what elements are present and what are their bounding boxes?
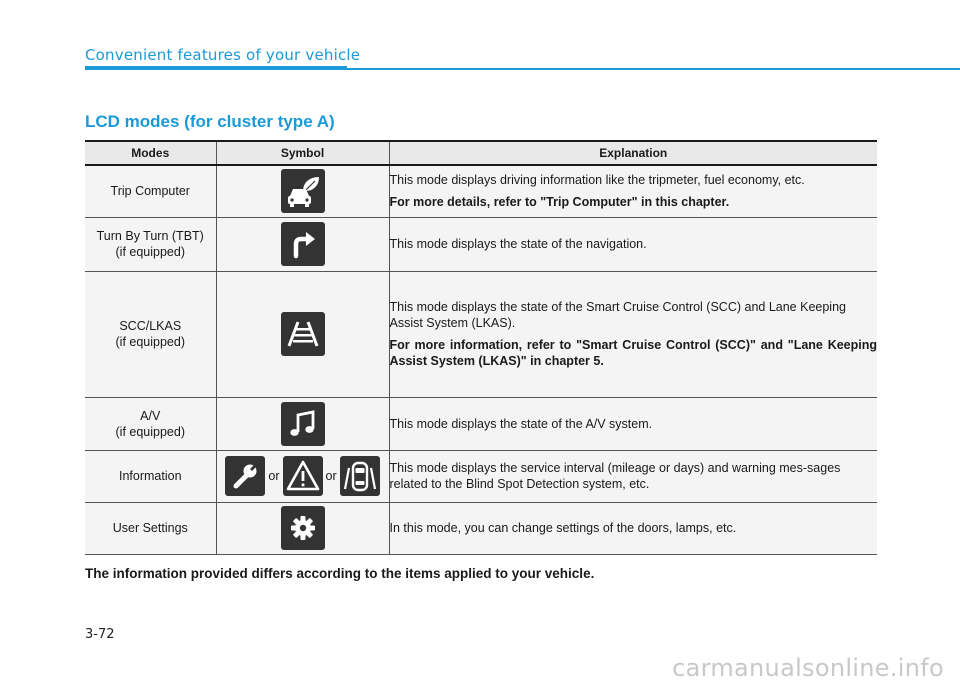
mode-name [85, 397, 216, 450]
explanation-text: This mode displays the service interval (mileage or days) and warning mes-sages related to the Blind Spot Detection system, etc. [389, 461, 841, 491]
explanation-text: This mode displays the state of the A/V system. [389, 416, 653, 431]
turn-arrow-icon [281, 222, 325, 266]
table-row [85, 165, 877, 217]
table-row [85, 502, 877, 554]
watermark: carmanualsonline.info [672, 654, 944, 682]
header-rule [85, 66, 347, 70]
lcd-modes-table [85, 140, 877, 555]
mode-label: Information [118, 469, 182, 483]
symbol-cell [216, 502, 389, 554]
gear-icon [281, 506, 325, 550]
column-header-symbol: Symbol [216, 141, 389, 165]
mode-name [85, 217, 216, 271]
explanation-cell [389, 397, 877, 450]
table-row [85, 397, 877, 450]
explanation-text: This mode displays the state of the navigation. [389, 237, 647, 251]
explanation-cell [389, 217, 877, 271]
mode-name [85, 271, 216, 397]
mode-sublabel: (if equipped) [115, 424, 185, 439]
mode-label: Trip Computer [110, 184, 190, 199]
explanation-cell [389, 165, 877, 217]
explanation-text: This mode displays the state of the Smart Cruise Control (SCC) and Lane Keeping Assist System (LKAS). [389, 300, 846, 330]
column-header-modes: Modes [85, 141, 216, 165]
explanation-text: This mode displays driving information like the tripmeter, fuel economy, etc. [389, 173, 805, 188]
table-row [85, 217, 877, 271]
explanation-cell [389, 502, 877, 554]
header-rule-thin [347, 68, 960, 70]
mode-sublabel: (if equipped) [115, 335, 185, 349]
mode-label: User Settings [112, 521, 188, 535]
lane-keeping-icon [281, 312, 325, 356]
symbol-cell [216, 217, 389, 271]
mode-label: SCC/LKAS [119, 319, 182, 333]
mode-sublabel: (if equipped) [115, 245, 185, 259]
explanation-text: In this mode, you can change settings of the doors, lamps, etc. [389, 521, 737, 535]
page-number: 3-72 [85, 627, 115, 642]
wrench-icon [225, 456, 265, 496]
or-label: or [325, 469, 337, 483]
mode-name [85, 450, 216, 502]
blind-spot-car-icon [340, 456, 380, 496]
explanation-cell [389, 450, 877, 502]
table-row [85, 271, 877, 397]
symbol-cell [216, 450, 389, 502]
explanation-cell [389, 271, 877, 397]
mode-label: Turn By Turn (TBT) [96, 229, 204, 243]
trip-computer-icon [281, 169, 325, 213]
table-header-row [85, 141, 877, 165]
mode-name [85, 502, 216, 554]
reference-note: For more information, refer to "Smart Cruise Control (SCC)" and "Lane Keeping Assist System (LKAS)" in chapter 5. [389, 338, 877, 368]
music-note-icon [281, 402, 325, 446]
symbol-cell [216, 271, 389, 397]
or-label: or [268, 469, 280, 483]
section-title: LCD modes (for cluster type A) [85, 112, 335, 131]
column-header-explanation: Explanation [389, 141, 877, 165]
symbol-cell [216, 397, 389, 450]
mode-name [85, 165, 216, 217]
chapter-header: Convenient features of your vehicle [85, 46, 361, 64]
mode-label: A/V [140, 408, 161, 423]
symbol-cell [216, 165, 389, 217]
warning-triangle-icon [283, 456, 323, 496]
table-row [85, 450, 877, 502]
reference-note: For more details, refer to "Trip Computer" in this chapter. [389, 195, 730, 210]
footer-note: The information provided differs according to the items applied to your vehicle. [85, 566, 595, 581]
